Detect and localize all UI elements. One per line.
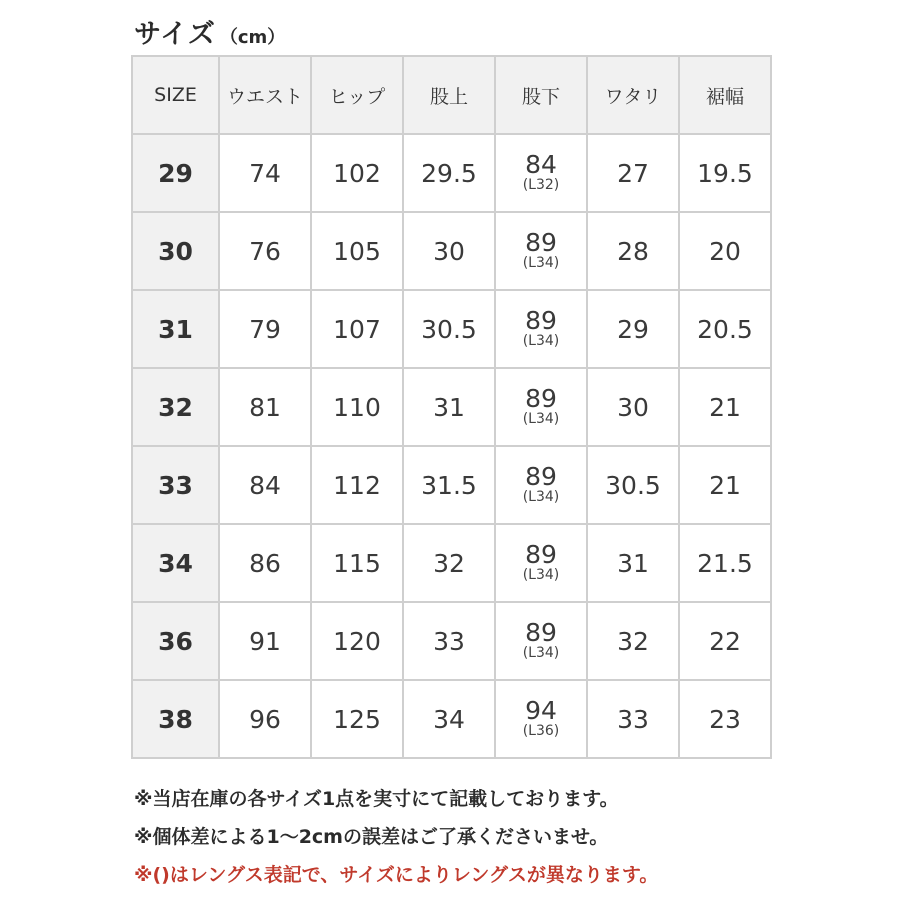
header-hem: 裾幅 xyxy=(679,56,771,134)
length-label: (L34) xyxy=(522,567,560,583)
waist-cell: 74 xyxy=(219,134,311,212)
hip-cell: 110 xyxy=(311,368,403,446)
inseam-value: 89 xyxy=(525,618,557,647)
length-label: (L34) xyxy=(522,645,560,661)
table-row xyxy=(132,290,771,368)
hem-cell: 19.5 xyxy=(679,134,771,212)
inseam-cell xyxy=(495,602,587,680)
inseam-value: 84 xyxy=(525,150,557,179)
hem-cell: 22 xyxy=(679,602,771,680)
rise-cell: 33 xyxy=(403,602,495,680)
thigh-cell: 33 xyxy=(587,680,679,758)
hip-cell: 120 xyxy=(311,602,403,680)
size-cell: 29 xyxy=(132,134,219,212)
rise-cell: 30.5 xyxy=(403,290,495,368)
inseam-cell xyxy=(495,212,587,290)
rise-cell: 30 xyxy=(403,212,495,290)
inseam-value: 89 xyxy=(525,384,557,413)
inseam-cell xyxy=(495,680,587,758)
table-row xyxy=(132,368,771,446)
table-row xyxy=(132,680,771,758)
length-label: (L34) xyxy=(522,489,560,505)
notes-section xyxy=(134,782,874,896)
note-tolerance: ※個体差による1〜2cmの誤差はご了承くださいませ。 xyxy=(134,826,609,848)
hip-cell: 105 xyxy=(311,212,403,290)
thigh-cell: 30.5 xyxy=(587,446,679,524)
table-row xyxy=(132,446,771,524)
rise-cell: 29.5 xyxy=(403,134,495,212)
page-title xyxy=(134,12,285,52)
table-row xyxy=(132,212,771,290)
length-label: (L34) xyxy=(522,255,560,271)
waist-cell: 91 xyxy=(219,602,311,680)
hip-cell: 102 xyxy=(311,134,403,212)
inseam-cell xyxy=(495,446,587,524)
waist-cell: 76 xyxy=(219,212,311,290)
inseam-value: 89 xyxy=(525,306,557,335)
thigh-cell: 28 xyxy=(587,212,679,290)
length-label: (L36) xyxy=(522,723,560,739)
length-label: (L34) xyxy=(522,333,560,349)
header-inseam: 股下 xyxy=(495,56,587,134)
thigh-cell: 30 xyxy=(587,368,679,446)
waist-cell: 81 xyxy=(219,368,311,446)
waist-cell: 96 xyxy=(219,680,311,758)
length-label: (L34) xyxy=(522,411,560,427)
waist-cell: 84 xyxy=(219,446,311,524)
thigh-cell: 31 xyxy=(587,524,679,602)
inseam-cell xyxy=(495,290,587,368)
title-unit: （cm） xyxy=(219,27,286,48)
header-thigh: ワタリ xyxy=(587,56,679,134)
inseam-value: 89 xyxy=(525,228,557,257)
thigh-cell: 32 xyxy=(587,602,679,680)
table-row xyxy=(132,602,771,680)
length-label: (L32) xyxy=(522,177,560,193)
hem-cell: 21 xyxy=(679,446,771,524)
hip-cell: 125 xyxy=(311,680,403,758)
inseam-cell xyxy=(495,134,587,212)
inseam-cell xyxy=(495,368,587,446)
hip-cell: 112 xyxy=(311,446,403,524)
hem-cell: 20 xyxy=(679,212,771,290)
size-cell: 36 xyxy=(132,602,219,680)
rise-cell: 31 xyxy=(403,368,495,446)
size-cell: 32 xyxy=(132,368,219,446)
table-row xyxy=(132,524,771,602)
hip-cell: 115 xyxy=(311,524,403,602)
rise-cell: 31.5 xyxy=(403,446,495,524)
hip-cell: 107 xyxy=(311,290,403,368)
hem-cell: 20.5 xyxy=(679,290,771,368)
thigh-cell: 29 xyxy=(587,290,679,368)
size-cell: 38 xyxy=(132,680,219,758)
note-length: ※()はレングス表記で、サイズによりレングスが異なります。 xyxy=(134,864,659,886)
waist-cell: 86 xyxy=(219,524,311,602)
rise-cell: 32 xyxy=(403,524,495,602)
size-cell: 34 xyxy=(132,524,219,602)
hem-cell: 23 xyxy=(679,680,771,758)
size-cell: 31 xyxy=(132,290,219,368)
waist-cell: 79 xyxy=(219,290,311,368)
inseam-cell xyxy=(495,524,587,602)
hem-cell: 21 xyxy=(679,368,771,446)
note-measurement: ※当店在庫の各サイズ1点を実寸にて記載しております。 xyxy=(134,788,619,810)
size-cell: 30 xyxy=(132,212,219,290)
header-size: SIZE xyxy=(132,56,219,134)
inseam-value: 89 xyxy=(525,462,557,491)
header-rise: 股上 xyxy=(403,56,495,134)
size-table xyxy=(131,55,772,759)
table-row xyxy=(132,134,771,212)
title-text: サイズ xyxy=(134,19,216,50)
hem-cell: 21.5 xyxy=(679,524,771,602)
inseam-value: 94 xyxy=(525,696,557,725)
inseam-value: 89 xyxy=(525,540,557,569)
header-row xyxy=(132,56,771,134)
size-cell: 33 xyxy=(132,446,219,524)
thigh-cell: 27 xyxy=(587,134,679,212)
header-hip: ヒップ xyxy=(311,56,403,134)
rise-cell: 34 xyxy=(403,680,495,758)
header-waist: ウエスト xyxy=(219,56,311,134)
